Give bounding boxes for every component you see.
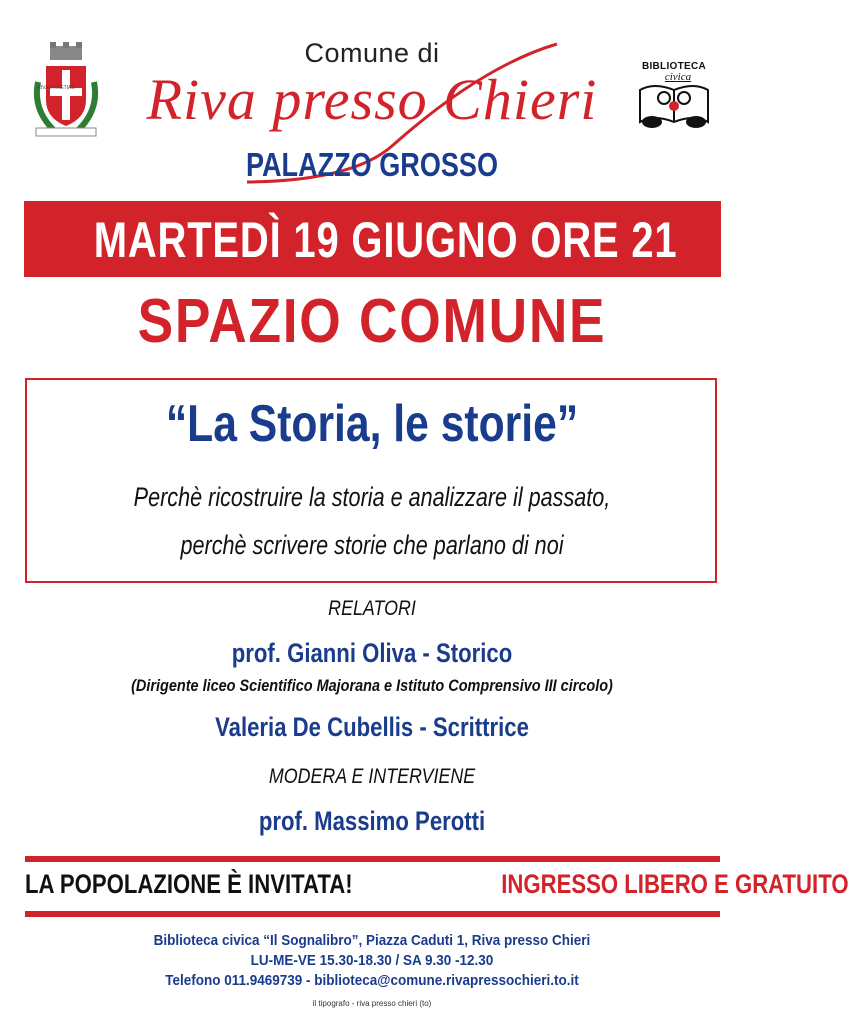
event-title: “La Storia, le storie” — [165, 395, 579, 453]
invitation-row — [25, 869, 848, 900]
event-subtitle-line2: perchè scrivere storie che parlano di noi — [180, 530, 564, 560]
stripe-bottom — [25, 911, 720, 917]
coat-of-arms-motto: RIVAE RAETIAE — [37, 85, 75, 91]
speakers-label: RELATORI — [328, 597, 416, 620]
printer-credit: il tipografo - riva presso chieri (to) — [312, 999, 432, 1008]
event-date-time: MARTEDÌ 19 GIUGNO ORE 21 — [93, 212, 678, 268]
stripe-top — [25, 856, 720, 862]
library-logo-text: BIBLIOTECA — [641, 61, 707, 72]
invitation-text: LA POPOLAZIONE È INVITATA! — [25, 869, 353, 899]
library-logo-script: civica — [664, 71, 692, 83]
library-contact: Telefono 011.9469739 - biblioteca@comune.rivapressochieri.to.it — [165, 972, 579, 989]
venue-name: PALAZZO GROSSO — [245, 146, 499, 183]
library-hours: LU-ME-VE 15.30-18.30 / SA 9.30 -12.30 — [250, 952, 494, 969]
moderator-name: prof. Massimo Perotti — [258, 806, 486, 836]
town-name: Riva presso Chieri — [146, 67, 598, 132]
event-series-title: SPAZIO COMUNE — [137, 287, 607, 356]
library-address: Biblioteca civica “Il Sognalibro”, Piazza Caduti 1, Riva presso Chieri — [153, 932, 591, 949]
comune-di-label: Comune di — [304, 38, 440, 68]
speaker-1: prof. Gianni Oliva - Storico — [231, 638, 513, 668]
speaker-2: Valeria De Cubellis - Scrittrice — [215, 712, 529, 742]
speaker-1-note: (Dirigente liceo Scientifico Majorana e Istituto Comprensivo III circolo) — [131, 676, 613, 695]
moderator-label: MODERA E INTERVIENE — [268, 765, 476, 788]
event-subtitle-line1: Perchè ricostruire la storia e analizzare il passato, — [133, 482, 611, 512]
free-entry-text: INGRESSO LIBERO E GRATUITO — [500, 869, 848, 899]
